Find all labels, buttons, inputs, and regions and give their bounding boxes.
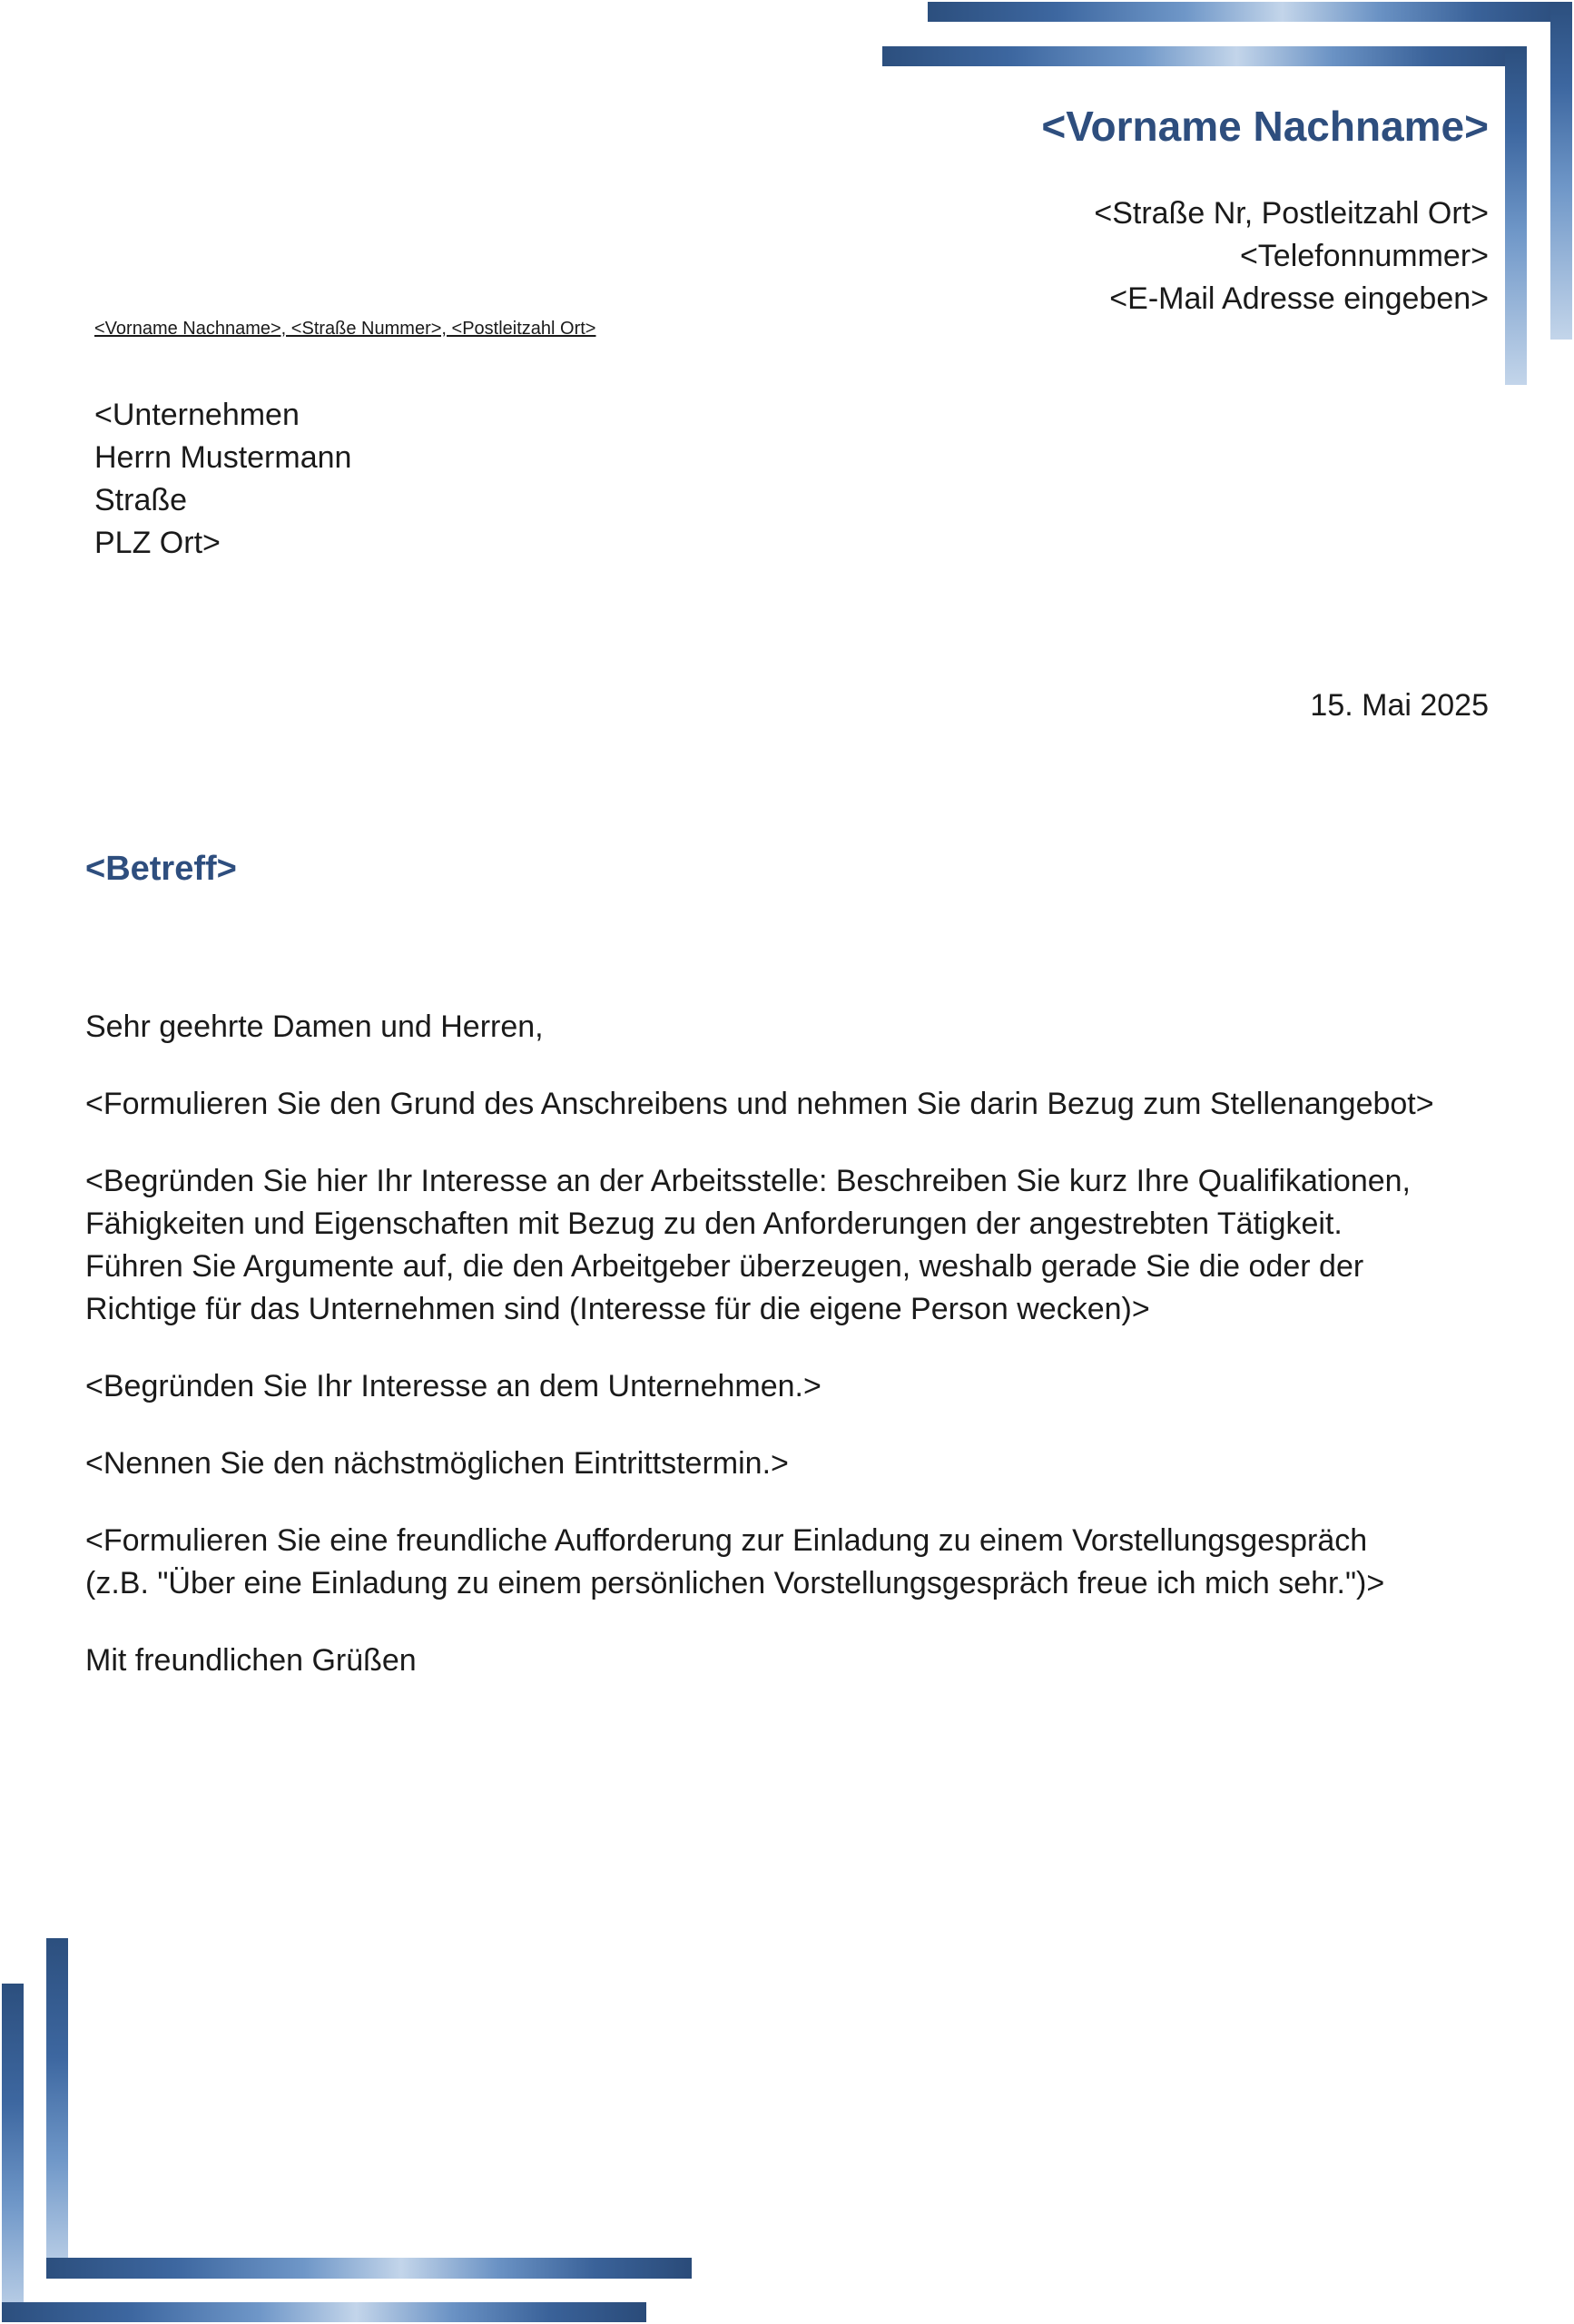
paragraph-reason xyxy=(85,1083,1520,1126)
top-decor-bar-outer-vertical xyxy=(1550,2,1572,340)
salutation-text: Sehr geehrte Damen und Herren, xyxy=(85,1009,544,1044)
closing xyxy=(85,1640,1520,1682)
bottom-decor-bar-outer xyxy=(2,2302,646,2322)
recipient-line: Straße xyxy=(94,483,188,517)
salutation xyxy=(85,1006,1520,1049)
sender-name: <Vorname Nachname> xyxy=(1041,103,1489,150)
sender-address: <Straße Nr, Postleitzahl Ort> xyxy=(1094,196,1489,231)
paragraph-line: Richtige für das Unternehmen sind (Interesse für die eigene Person wecken)> xyxy=(85,1292,1150,1326)
recipient-line: <Unternehmen xyxy=(94,398,300,432)
bottom-decor-bar-inner xyxy=(46,2258,692,2279)
paragraph-line: Fähigkeiten und Eigenschaften mit Bezug zu den Anforderungen der angestrebten Tätigkeit. xyxy=(85,1206,1343,1241)
top-decor-bar-outer xyxy=(928,2,1572,22)
top-decor-bar-inner-vertical xyxy=(1505,46,1527,385)
paragraph-line: <Begründen Sie hier Ihr Interesse an der Arbeitsstelle: Beschreiben Sie kurz Ihre Qualifikationen, xyxy=(85,1164,1411,1198)
recipient-line: Herrn Mustermann xyxy=(94,440,352,475)
paragraph-line: Führen Sie Argumente auf, die den Arbeitgeber überzeugen, weshalb gerade Sie die oder der xyxy=(85,1249,1364,1284)
top-decor-bar-inner xyxy=(882,46,1527,66)
paragraph-start-date-text: <Nennen Sie den nächstmöglichen Eintrittstermin.> xyxy=(85,1446,789,1481)
bottom-decor-bar-inner-vertical xyxy=(46,1938,68,2279)
paragraph-company-text: <Begründen Sie Ihr Interesse an dem Unternehmen.> xyxy=(85,1369,821,1403)
paragraph-line: <Formulieren Sie eine freundliche Aufforderung zur Einladung zu einem Vorstellungsgespräch xyxy=(85,1523,1368,1558)
sender-phone: <Telefonnummer> xyxy=(1239,239,1489,273)
sender-contact-block xyxy=(1094,192,1489,320)
paragraph-company xyxy=(85,1365,1520,1408)
paragraph-interest xyxy=(85,1160,1520,1331)
letter-subject: <Betreff> xyxy=(85,850,237,888)
bottom-decor-bar-outer-vertical xyxy=(2,1984,24,2322)
return-address-line: <Vorname Nachname>, <Straße Nummer>, <Postleitzahl Ort> xyxy=(94,319,596,339)
paragraph-start-date xyxy=(85,1443,1520,1485)
letter-body xyxy=(85,1006,1520,1717)
recipient-line: PLZ Ort> xyxy=(94,526,221,560)
sender-email: <E-Mail Adresse eingeben> xyxy=(1109,281,1489,316)
paragraph-line: (z.B. "Über eine Einladung zu einem persönlichen Vorstellungsgespräch freue ich mich sehr.")> xyxy=(85,1566,1385,1600)
closing-text: Mit freundlichen Grüßen xyxy=(85,1643,417,1678)
paragraph-reason-text: <Formulieren Sie den Grund des Anschreibens und nehmen Sie darin Bezug zum Stellenangebot> xyxy=(85,1087,1434,1121)
letter-date: 15. Mai 2025 xyxy=(1310,688,1489,723)
paragraph-invitation xyxy=(85,1520,1520,1605)
recipient-address xyxy=(94,394,351,565)
